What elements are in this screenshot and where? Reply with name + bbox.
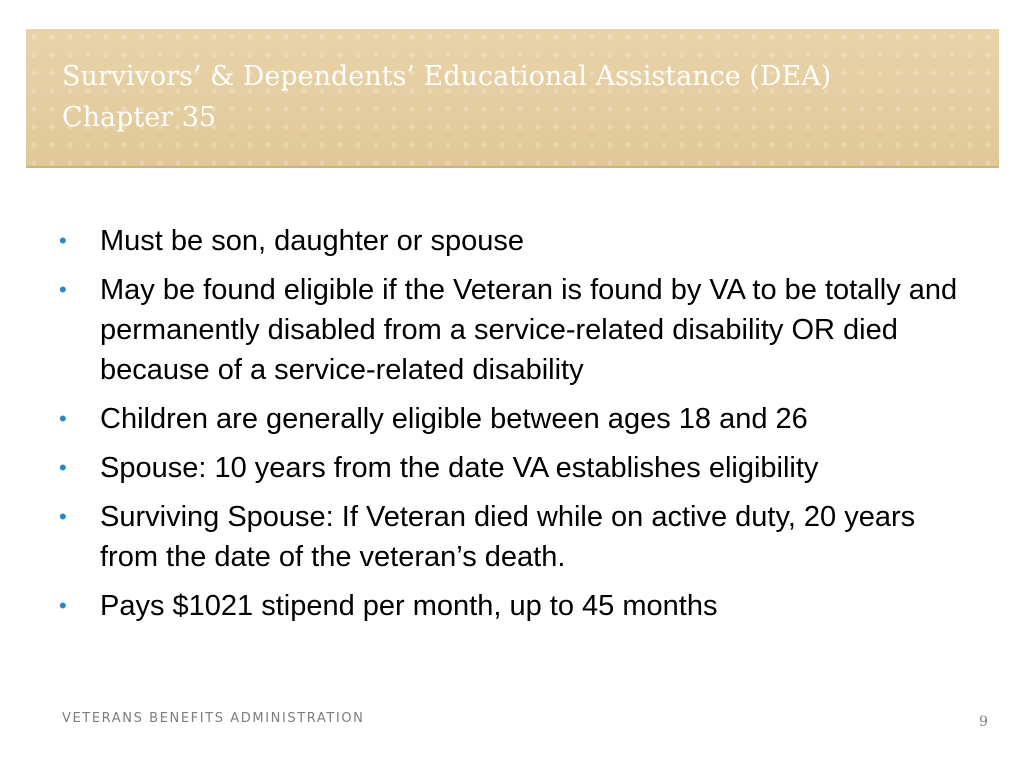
bullet-text: Surviving Spouse: If Veteran died while on active duty, 20 years from the date of the veteran’s death. xyxy=(100,501,916,573)
bullet-icon: • xyxy=(59,504,67,529)
bullet-item xyxy=(56,497,976,577)
bullet-text: Spouse: 10 years from the date VA establishes eligibility xyxy=(100,452,819,484)
bullet-icon: • xyxy=(59,455,67,480)
bullet-item xyxy=(56,221,976,261)
title-line-2: Chapter 35 xyxy=(62,102,217,133)
bullet-icon: • xyxy=(59,406,67,431)
bullet-icon: • xyxy=(59,228,67,253)
bullet-text: Children are generally eligible between ages 18 and 26 xyxy=(100,403,808,435)
bullet-text: Pays $1021 stipend per month, up to 45 months xyxy=(100,590,718,622)
bullet-text: Must be son, daughter or spouse xyxy=(100,225,524,257)
bullet-icon: • xyxy=(59,593,67,618)
bullet-item xyxy=(56,586,976,626)
bullet-item xyxy=(56,270,976,390)
bullet-item xyxy=(56,399,976,439)
bullet-text: May be found eligible if the Veteran is found by VA to be totally and permanently disabled from a service-related disability OR died because of a service-related disability xyxy=(100,274,958,386)
title-line-1: Survivors’ & Dependents’ Educational Assistance (DEA) xyxy=(62,61,832,92)
page-number: 9 xyxy=(979,714,988,730)
bullet-list xyxy=(56,221,976,635)
footer-organization: VETERANS BENEFITS ADMINISTRATION xyxy=(62,711,365,726)
bullet-item xyxy=(56,448,976,488)
page-title xyxy=(62,56,962,138)
bullet-icon: • xyxy=(59,277,67,302)
